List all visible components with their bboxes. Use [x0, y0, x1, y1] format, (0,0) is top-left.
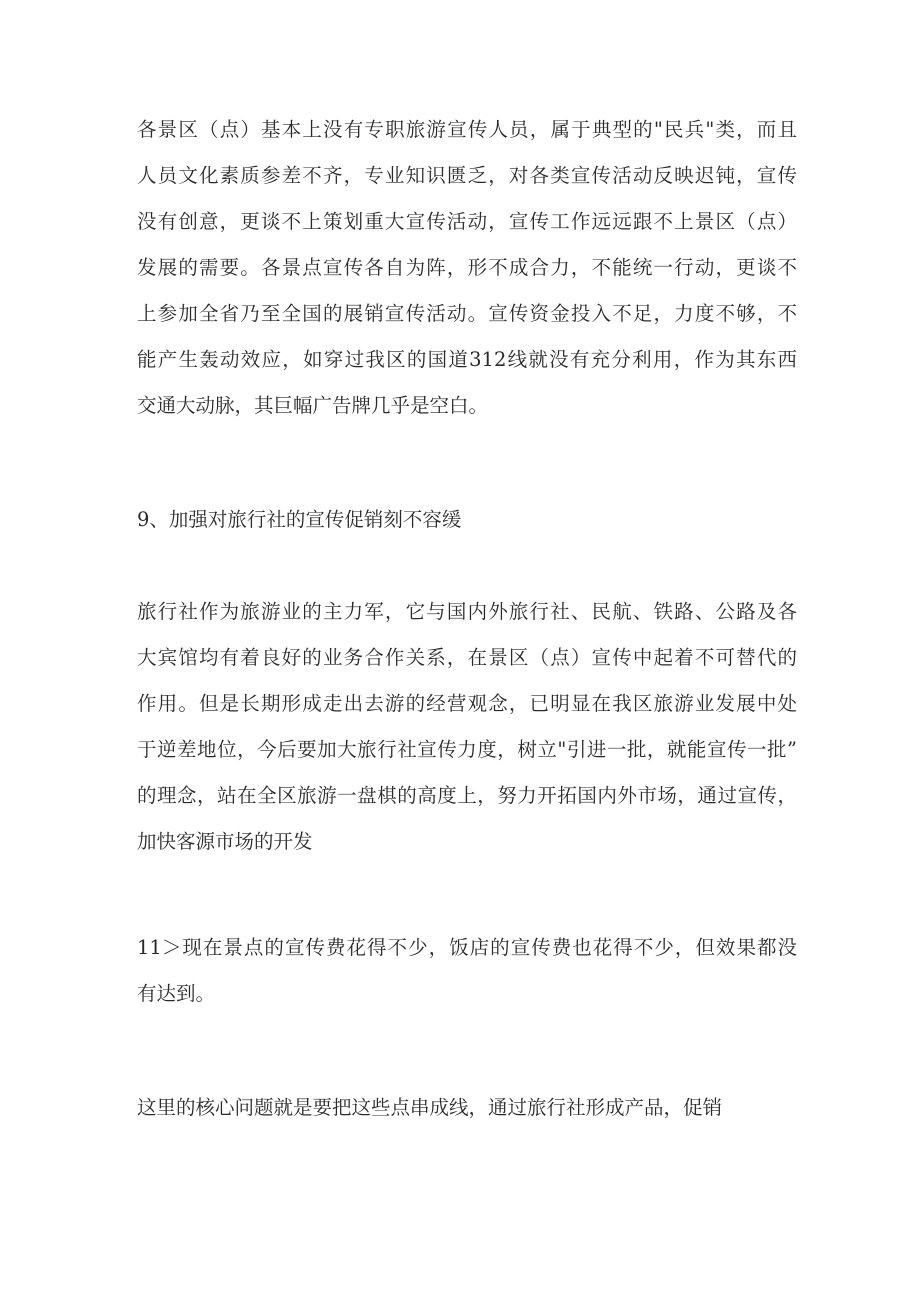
text-line: 大宾馆均有着良好的业务合作关系，在景区（点）宣传中起着不可替代的: [137, 646, 797, 669]
text-line: 11＞现在景点的宣传费花得不少，饭店的宣传费也花得不少，但效果都没: [137, 936, 797, 959]
text-line: 发展的需要。各景点宣传各自为阵，形不成合力，不能统一行动，更谈不: [137, 256, 797, 279]
text-line: 有达到。: [137, 982, 216, 1005]
text-line: 人员文化素质参差不齐，专业知识匮乏，对各类宣传活动反映迟钝，宣传: [137, 164, 797, 187]
text-line: 上参加全省乃至全国的展销宣传活动。宣传资金投入不足，力度不够，不: [137, 302, 797, 325]
text-line: 各景区（点）基本上没有专职旅游宣传人员，属于典型的"民兵"类，而且: [137, 118, 797, 141]
text-line: 没有创意，更谈不上策划重大宣传活动，宣传工作远远跟不上景区（点）: [137, 210, 797, 233]
section-heading: 9、加强对旅行社的宣传促销刻不容缓: [137, 508, 462, 531]
text-line: 旅行社作为旅游业的主力军，它与国内外旅行社、民航、铁路、公路及各: [137, 600, 797, 623]
text-line: 作用。但是长期形成走出去游的经营观念，已明显在我区旅游业发展中处: [137, 692, 797, 715]
text-line: 交通大动脉，其巨幅广告牌几乎是空白。: [137, 394, 489, 417]
text-line: 加快客源市场的开发: [137, 830, 313, 853]
text-line: 这里的核心问题就是要把这些点串成线，通过旅行社形成产品，促销: [137, 1096, 723, 1119]
text-line: 能产生轰动效应，如穿过我区的国道312线就没有充分利用，作为其东西: [137, 348, 797, 371]
text-line: 的理念，站在全区旅游一盘棋的高度上，努力开拓国内外市场，通过宣传，: [137, 784, 797, 807]
text-line: 于逆差地位，今后要加大旅行社宣传力度，树立"引进一批，就能宣传一批”: [137, 738, 797, 761]
